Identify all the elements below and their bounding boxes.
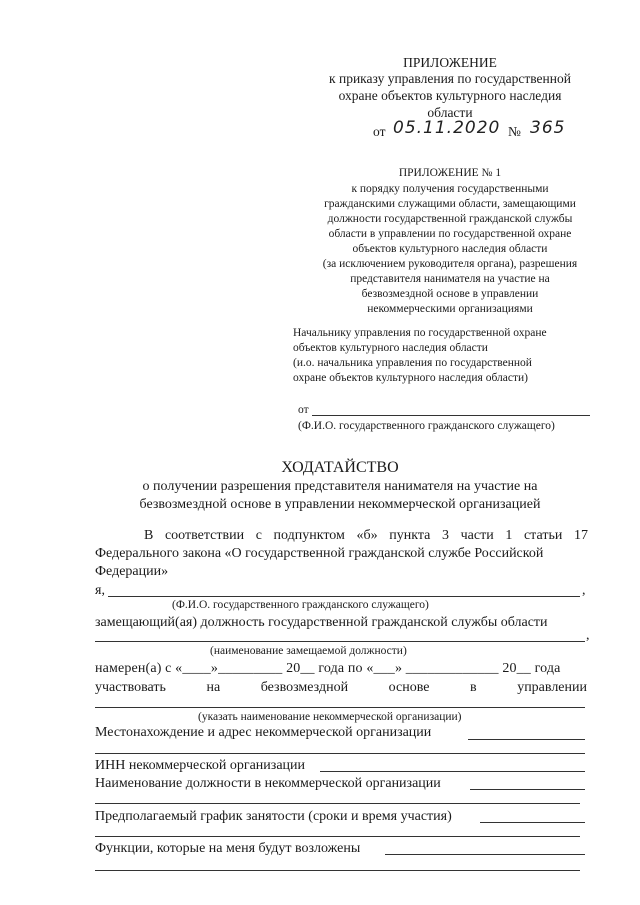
addressee-line: охране объектов культурного наследия области): [293, 372, 528, 384]
intro-word: соответствии: [164, 528, 245, 543]
name-input-line[interactable]: [108, 596, 580, 597]
appendix1-line: (за исключением руководителя органа), разрешения: [322, 258, 578, 270]
role-label: Наименование должности в некоммерческой организации: [95, 776, 441, 791]
inn-input-line[interactable]: [320, 771, 585, 772]
participate-word: на: [206, 680, 221, 695]
ya-label: я,: [95, 583, 105, 598]
org-caption: (указать наименование некоммерческой организации): [198, 711, 462, 723]
intro-line-2: Федерального закона «О государственной гражданской службе Российской: [95, 546, 544, 561]
intro-word: пункта: [389, 528, 431, 543]
inn-label: ИНН некоммерческой организации: [95, 758, 306, 773]
location-input-line-2[interactable]: [95, 753, 585, 754]
position-comma: ,: [586, 628, 590, 643]
position-caption: (наименование замещаемой должности): [210, 645, 407, 657]
appendix1-line: объектов культурного наследия области: [352, 243, 548, 255]
period-line: намерен(а) с «____»_________ 20__ года по «___» _____________ 20__ года: [95, 661, 561, 676]
position-label: замещающий(ая) должность государственной гражданской службы области: [95, 615, 548, 630]
appendix-date: 05.11.2020: [393, 118, 501, 138]
addressee-line: Начальнику управления по государственной охране: [293, 327, 547, 339]
addressee-from-caption: (Ф.И.О. государственного гражданского служащего): [298, 420, 555, 432]
position-input-line[interactable]: [95, 641, 585, 642]
intro-word: 1: [505, 528, 513, 543]
appendix1-line: представителя нанимателя на участие на: [350, 273, 550, 285]
functions-label: Функции, которые на меня будут возложены: [95, 841, 361, 856]
appendix1-line: области в управлении по государственной охране: [328, 228, 572, 240]
appendix1-line: должности государственной гражданской службы: [327, 213, 573, 225]
participate-word: безвозмездной: [260, 680, 349, 695]
intro-word: подпунктом: [273, 528, 345, 543]
role-input-line-2[interactable]: [95, 803, 580, 804]
intro-line-1: [144, 527, 588, 545]
role-input-line[interactable]: [470, 789, 585, 790]
appendix1-line: безвозмездной основе в управлении: [361, 288, 539, 300]
intro-word: с: [255, 528, 262, 543]
appendix-number-label: №: [508, 124, 521, 139]
intro-word: 3: [442, 528, 449, 543]
appendix-from-label: от: [373, 124, 386, 139]
org-name-input-line[interactable]: [95, 707, 585, 708]
participate-word: в: [470, 680, 477, 695]
schedule-label: Предполагаемый график занятости (сроки и время участия): [95, 809, 452, 824]
ya-comma: ,: [582, 583, 586, 598]
participate-word: основе: [388, 680, 430, 695]
appendix-line-2: охране объектов культурного наследия: [338, 88, 562, 103]
appendix-number: 365: [530, 118, 566, 138]
appendix1-line: к порядку получения государственными: [351, 183, 549, 195]
appendix-line-1: к приказу управления по государственной: [329, 71, 571, 86]
intro-line-3: Федерации»: [95, 564, 169, 579]
location-label: Местонахождение и адрес некоммерческой организации: [95, 725, 432, 740]
appendix-title: ПРИЛОЖЕНИЕ: [403, 55, 497, 70]
addressee-from-line: [312, 415, 590, 416]
addressee-line: объектов культурного наследия области: [293, 342, 488, 354]
appendix1-title: ПРИЛОЖЕНИЕ № 1: [398, 167, 502, 179]
participate-line: [95, 679, 587, 697]
appendix1-line: гражданскими служащими области, замещающими: [324, 198, 576, 210]
functions-input-line[interactable]: [385, 854, 585, 855]
participate-word: управлении: [517, 680, 587, 695]
appendix1-line: некоммерческими организациями: [367, 303, 533, 315]
participate-word: участвовать: [95, 680, 166, 695]
intro-word: статьи: [523, 528, 563, 543]
addressee-from-label: от: [298, 404, 309, 416]
functions-input-line-2[interactable]: [95, 870, 580, 871]
intro-word: 17: [573, 528, 588, 543]
location-input-line[interactable]: [468, 739, 585, 740]
petition-subtitle-1: о получении разрешения представителя нанимателя на участие на: [142, 479, 538, 494]
appendix-line-3: области: [427, 105, 473, 120]
petition-subtitle-2: безвозмездной основе в управлении некоммерческой организацией: [139, 497, 541, 512]
schedule-input-line[interactable]: [480, 822, 585, 823]
petition-title: ХОДАТАЙСТВО: [281, 459, 399, 476]
intro-word: части: [460, 528, 494, 543]
intro-word: В: [144, 528, 154, 543]
name-caption: (Ф.И.О. государственного гражданского служащего): [172, 599, 429, 611]
addressee-line: (и.о. начальника управления по государственной: [293, 357, 532, 369]
intro-word: «б»: [356, 528, 378, 543]
schedule-input-line-2[interactable]: [95, 836, 580, 837]
